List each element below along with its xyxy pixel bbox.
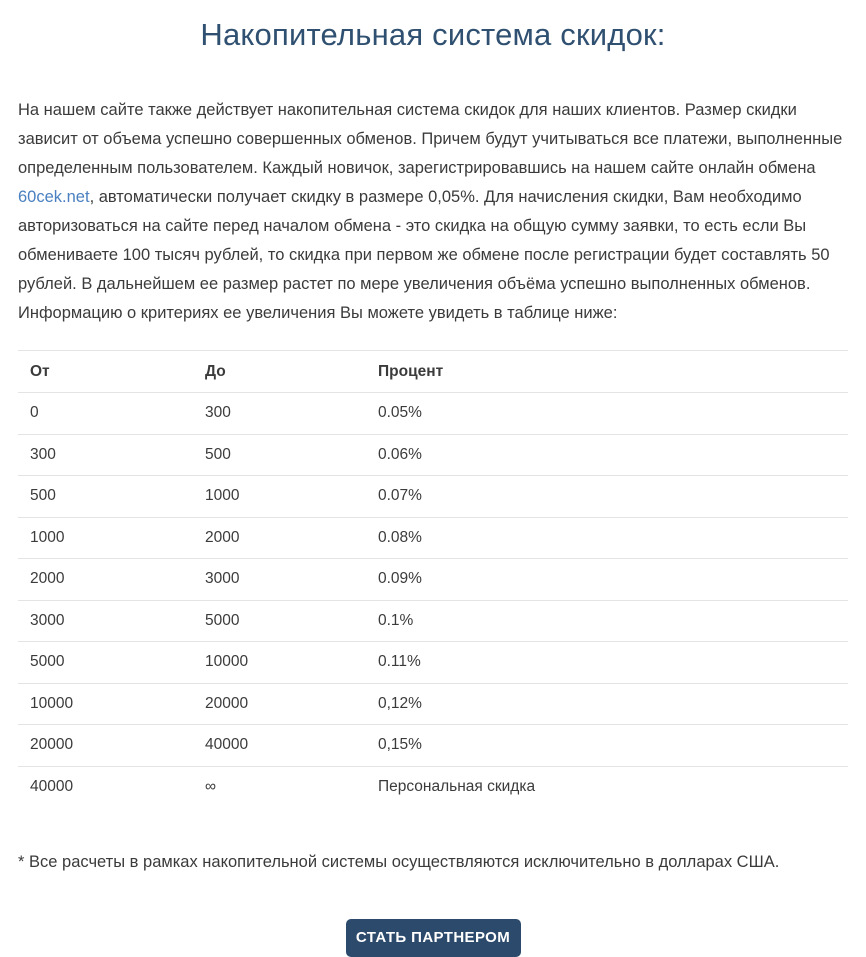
- table-cell: 40000: [30, 778, 74, 795]
- table-cell: 0.07%: [366, 476, 848, 518]
- table-cell: 0.1%: [366, 600, 848, 642]
- table-row: [18, 517, 848, 559]
- table-cell: 500: [18, 476, 193, 518]
- discount-table: [18, 350, 848, 808]
- table-cell: 0.06%: [366, 434, 848, 476]
- button-area: [18, 919, 848, 957]
- table-cell: 300: [18, 434, 193, 476]
- discount-table-head: [18, 351, 848, 393]
- table-cell: 3000: [18, 600, 193, 642]
- table-row: [18, 642, 848, 684]
- table-cell: ∞: [205, 778, 217, 795]
- table-cell: 0.05%: [366, 393, 848, 435]
- table-cell: 20000: [193, 683, 366, 725]
- intro-text-before-link: На нашем сайте также действует накопительная система скидок для наших клиентов. Размер скидки зависит от объема успешно совершенных обменов. Причем будут учитываться все платежи, выполненные определенным пользователем. Каждый новичок, зарегистрировавшись на нашем сайте онлайн обмена: [18, 101, 843, 177]
- table-row: [18, 766, 848, 808]
- footnote: * Все расчеты в рамках накопительной системы осуществляются исключительно в долларах США.: [18, 852, 780, 871]
- table-cell: 0.08%: [366, 517, 848, 559]
- table-cell: 3000: [193, 559, 366, 601]
- table-cell: 40000: [193, 725, 366, 767]
- table-row: [18, 476, 848, 518]
- table-cell: 5000: [193, 600, 366, 642]
- site-link[interactable]: 60cek.net: [18, 188, 90, 206]
- table-cell: 300: [193, 393, 366, 435]
- intro-paragraph: [18, 96, 848, 328]
- discount-table-body: [18, 393, 848, 808]
- table-row: [18, 559, 848, 601]
- table-cell: 10000: [18, 683, 193, 725]
- table-row: [18, 393, 848, 435]
- table-cell: 0.09%: [366, 559, 848, 601]
- intro-text-after-link: , автоматически получает скидку в размере 0,05%. Для начисления скидки, Вам необходимо авторизоваться на сайте перед началом обмена - это скидка на общую сумму заявки, то есть если Вы обмениваете 100 тысяч рублей, то скидка при первом же обмене после регистрации будет составлять 50 рублей. В дальнейшем ее размер растет по мере увеличения объёма успешно выполненных обменов. Информацию о критериях ее увеличения Вы можете увидеть в таблице ниже:: [18, 188, 830, 322]
- table-cell: 1000: [18, 517, 193, 559]
- table-cell: 10000: [193, 642, 366, 684]
- table-row: [18, 434, 848, 476]
- table-cell: 0,15%: [366, 725, 848, 767]
- table-cell: 0,12%: [366, 683, 848, 725]
- table-cell: 5000: [18, 642, 193, 684]
- col-header-from: От: [18, 351, 193, 393]
- table-cell: 2000: [193, 517, 366, 559]
- table-cell: 20000: [18, 725, 193, 767]
- table-cell: 500: [193, 434, 366, 476]
- table-row: [18, 600, 848, 642]
- become-partner-button[interactable]: СТАТЬ ПАРТНЕРОМ: [346, 919, 521, 957]
- table-cell: 0: [18, 393, 193, 435]
- table-cell: 1000: [193, 476, 366, 518]
- discount-page: [0, 17, 866, 957]
- col-header-to: До: [193, 351, 366, 393]
- table-cell: 2000: [18, 559, 193, 601]
- table-header-row: [18, 351, 848, 393]
- page-title: Накопительная система скидок:: [200, 17, 666, 52]
- table-row: [18, 725, 848, 767]
- table-row: [18, 683, 848, 725]
- table-cell: Персональная скидка: [378, 778, 536, 795]
- table-cell: 0.11%: [366, 642, 848, 684]
- col-header-percent: Процент: [366, 351, 848, 393]
